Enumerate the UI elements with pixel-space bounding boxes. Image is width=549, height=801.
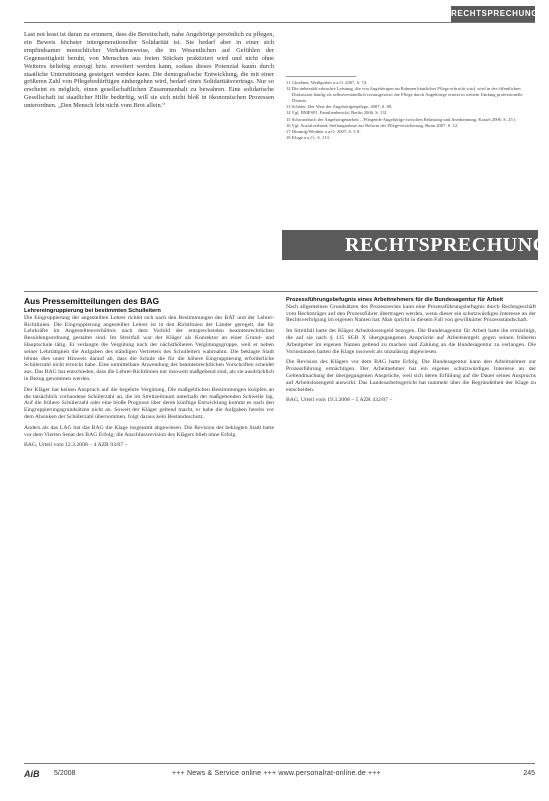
left-body-3: Anders als das LAG hat das BAG die Klage insgesamt abgewiesen. Die Revision der beklagten Stadt hatte vor dem Vierten Senat des BAG Erfolg; die Anschlussrevision des Klägers blieb ohne Erfolg. [24,424,274,438]
right-body-1: Nach allgemeinen Grundsätzen des Prozessrechts kann eine Prozessführungsbefugnis durch Rechtsgeschäft vom Rechtsträger auf den Prozessführer übertragen werden, wenn dieser ein schutzwürdiges Interesse an der Rechtsverfolgung im eigenen Namen hat. Man spricht in diesem Fall von gewillkürter Prozessstandschaft. [286,303,536,324]
issue-number: 5/2008 [54,770,76,777]
right-body-3: Die Revision des Klägers vor dem BAG hatte Erfolg. Die Bundesagentur kann den Arbeitnehmer zur Prozessführung ermächtigen. Der Arbeitnehmer hat ein eigenes schutzwürdiges Interesse an der Geltendmachung der übergegangenen Ansprüche, weil sich deren Erfüllung auf die Dauer seines Anspruchs auf Arbeitslosengeld auswirkt. Das Landesarbeitsgericht hat nunmehr über die Begründetheit der Klage zu entscheiden. [286,359,536,393]
section-title: RECHTSPRECHUNG [345,234,549,256]
header-rule [24,22,535,23]
section-tag: RECHTSPRECHUNG [451,6,535,22]
footnote: 13 Schäfer, Der Wert der Angehörigenpflege, 2007, S. 88. [286,104,393,109]
left-body-1: Die Eingruppierung der angestellten Lehrer richtet sich nach den Bestimmungen des BAT und der Lehrer-Richtlinien. Die Eingruppierung angestellter Lehrer ist in den Richtlinien der Länder geregelt, die für Lehrkräfte im Angestelltenverhältnis nach dem Vorbild der entsprechenden beamtenrechtlichen Besoldungsordnung gestaltet sind. Im Streitfall war der Kläger als Konrektor an einer Grund- und Hauptschule tätig. Er verlangte die Vergütung nach der nächsthöheren Vergütungsgruppe, weil er neben seiner Lehrtätigkeit die Aufgaben des ständigen Vertreters des Schulleiters wahrnahm. Die beklagte Stadt lehnte dies unter Hinweis darauf ab, dass die Schule die für die höhere Eingruppierung erforderliche Schülerzahl nicht erreicht habe. Eine unmittelbare Anwendung der beamtenrechtlichen Vorschriften scheidet aus. Das BAG hat entschieden, dass die Lehrer-Richtlinien nur insoweit maßgebend sind, als sie ausdrücklich in Bezug genommen werden. [24,314,274,382]
footnotes [286,80,538,142]
right-subheading: Prozessführungsbefugnis eines Arbeitnehmers für die Bundesagentur für Arbeit [286,297,503,303]
right-body-2: Im Streitfall hatte der Kläger Arbeitslosengeld bezogen. Die Bundesagentur für Arbeit hatte ihn ermächtigt, die auf sie nach § 115 SGB X übergegangenen Ansprüche auf Arbeitsentgelt gegen seinen früheren Arbeitgeber im eigenen Namen geltend zu machen und Zahlung an die Bundesagentur zu verlangen. Die Vorinstanzen hatten die Klage insoweit als unzulässig abgewiesen. [286,328,536,355]
footnote: 16 Vgl. Sozialverband, Stellungnahme zur Reform der Pflegeversicherung, Bonn 2007, S. 12. [286,122,459,128]
footnote: 18 Kluge a.a.O., S. 113. [286,135,330,141]
footnote: 14 Vgl. BMFSFJ, Familienbericht, Berlin 2006, S. 131. [286,110,389,116]
right-column [286,297,536,404]
left-column [24,308,274,449]
page-number: 245 [523,770,535,777]
right-citation: BAG, Urteil vom 19.3.2008 – 5 AZR 432/07 – [286,397,393,404]
left-body-2: Der Kläger hat keinen Anspruch auf die begehrte Vergütung. Die maßgeblichen Bestimmungen knüpfen an die tatsächlich vorhandene Schülerzahl an, die im Streitzeitraum unterhalb der maßgebenden Schwelle lag. Auf die frühere Schülerzahl oder eine bloße Prognose über deren künftige Entwicklung kommt es nach den Eingruppierungsgrundsätzen nicht an. Soweit der Kläger geltend macht, er habe die Aufgaben bereits vor dem Absinken der Schülerzahl übernommen, folgt daraus kein Bestandsschutz. [24,386,274,420]
intro-text [24,31,274,110]
left-citation: BAG, Urteil vom 12.3.2008 – 4 AZR 93/07 – [24,442,128,449]
footnote-rule [286,76,356,77]
footnote: 11 Gloeßner, Weißgerber a.a.O. 2007, S. 74. [286,80,368,85]
magazine-logo: AiB [24,769,40,779]
article-rule [24,291,538,292]
footnote: 15 Schwarzbuch der Angehörigenarbeit – Pflegende Angehörige zwischen Belastung und Anerkennung, Kassel 2006, S. 25 f. [286,116,517,122]
footer-rule [24,763,535,764]
footer-promo-link[interactable]: +++ News & Service online +++ www.personalrat-online.de +++ [172,770,381,777]
intro-paragraph: Last not least ist daran zu erinnern, dass die Bereitschaft, nahe Angehörige persönlich zu pflegen, ein Beweis höchster intergenerationeller Solidarität ist. Sie bedarf aber in einer sich empfindsamer menschlicher Verhaltensweise, die im Wesentlichen auf Gefühlen der Gegenseitigkeit beruht, von Menschen aus freien Stücken praktiziert wird und nicht ohne Weiteres beliebig erzeugt bzw. erweitert werden kann, sodass dieses Potenzial kaum durch staatliche Unterstützung gesteigert werden kann. Die demografische Entwicklung, die mit einer größeren Zahl von Pflegebedürftigen einhergehen wird, bedarf eines Solidaritätsvertrags. Nur so erscheint es möglich, einen gesellschaftlichen Zusammenhalt zu bewahren. Eine solidarische Gesellschaft ist staatlicher Hilfe bedürftig, will sie sich nicht bloß in ökonomischen Prozessen unterordnen. „Den Mensch lebt nicht vom Brot allein.“ [24,31,274,110]
article-heading: Aus Pressemitteilungen des BAG [24,296,160,306]
footnote: 12 Die unbezahlt erbrachte Leistung, die von Angehörigen im Rahmen häuslicher Pflege erbracht wird, wird in der öffentlichen Diskussion häufig als selbstverständlich vorausgesetzt; die Pflege durch Angehörige ersetzt in weitem Umfang professionelle Dienste. [286,86,523,103]
footer [24,768,535,782]
footnote: 17 Dimmig/Weidner a.a.O. 2007, S. 5 ff. [286,129,361,135]
left-subheading: Lehrereingruppierung bei bestimmten Schulleitern [24,308,161,314]
